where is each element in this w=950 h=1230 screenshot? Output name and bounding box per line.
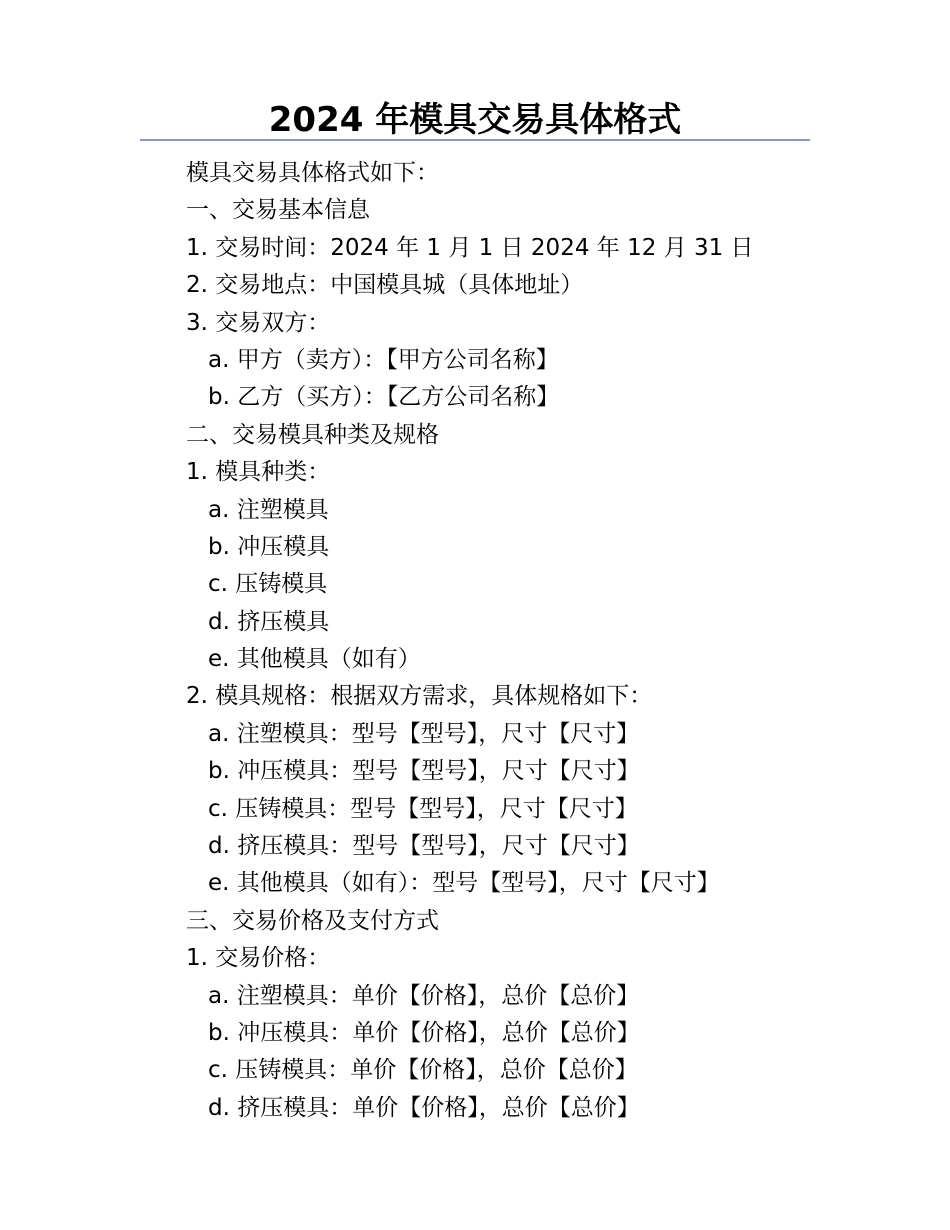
document-line: b. 乙方（买方）：【乙方公司名称】: [208, 384, 560, 411]
document-line: 2. 模具规格：根据双方需求，具体规格如下：: [186, 683, 653, 710]
document-line: a. 注塑模具：单价【价格】，总价【总价】: [208, 982, 640, 1009]
document-line: d. 挤压模具：型号【型号】，尺寸【尺寸】: [208, 833, 640, 860]
document-line: c. 压铸模具：单价【价格】，总价【总价】: [208, 1057, 638, 1084]
document-line: c. 压铸模具：型号【型号】，尺寸【尺寸】: [208, 795, 638, 822]
document-body: [186, 155, 826, 1127]
document-line: 三、交易价格及支付方式: [186, 907, 439, 934]
document-line: d. 挤压模具：单价【价格】，总价【总价】: [208, 1094, 640, 1121]
document-line: 1. 交易时间：2024 年 1 月 1 日 2024 年 12 月 31 日: [186, 234, 754, 261]
document-line: e. 其他模具（如有）: [208, 646, 421, 673]
document-line: 1. 交易价格：: [186, 945, 331, 972]
document-line: e. 其他模具（如有）：型号【型号】，尺寸【尺寸】: [208, 870, 720, 897]
document-title: 2024 年模具交易具体格式: [268, 100, 682, 140]
document-line: a. 注塑模具：型号【型号】，尺寸【尺寸】: [208, 720, 640, 747]
document-line: 模具交易具体格式如下：: [186, 160, 439, 186]
document-line: b. 冲压模具：单价【价格】，总价【总价】: [208, 1019, 640, 1046]
document-line: b. 冲压模具: [208, 533, 330, 560]
document-line: c. 压铸模具: [208, 571, 328, 598]
document-line: a. 甲方（卖方）：【甲方公司名称】: [208, 346, 559, 373]
document-line: 1. 模具种类：: [186, 459, 331, 486]
document-line: 二、交易模具种类及规格: [186, 421, 439, 448]
document-line: b. 冲压模具：型号【型号】，尺寸【尺寸】: [208, 758, 640, 785]
document-line: a. 注塑模具: [208, 496, 329, 523]
document-line: 一、交易基本信息: [186, 197, 370, 224]
document-line: d. 挤压模具: [208, 608, 330, 635]
document-line: 3. 交易双方：: [186, 309, 331, 336]
title-underline-rule: [140, 139, 810, 141]
document-line: 2. 交易地点：中国模具城（具体地址）: [186, 272, 584, 299]
